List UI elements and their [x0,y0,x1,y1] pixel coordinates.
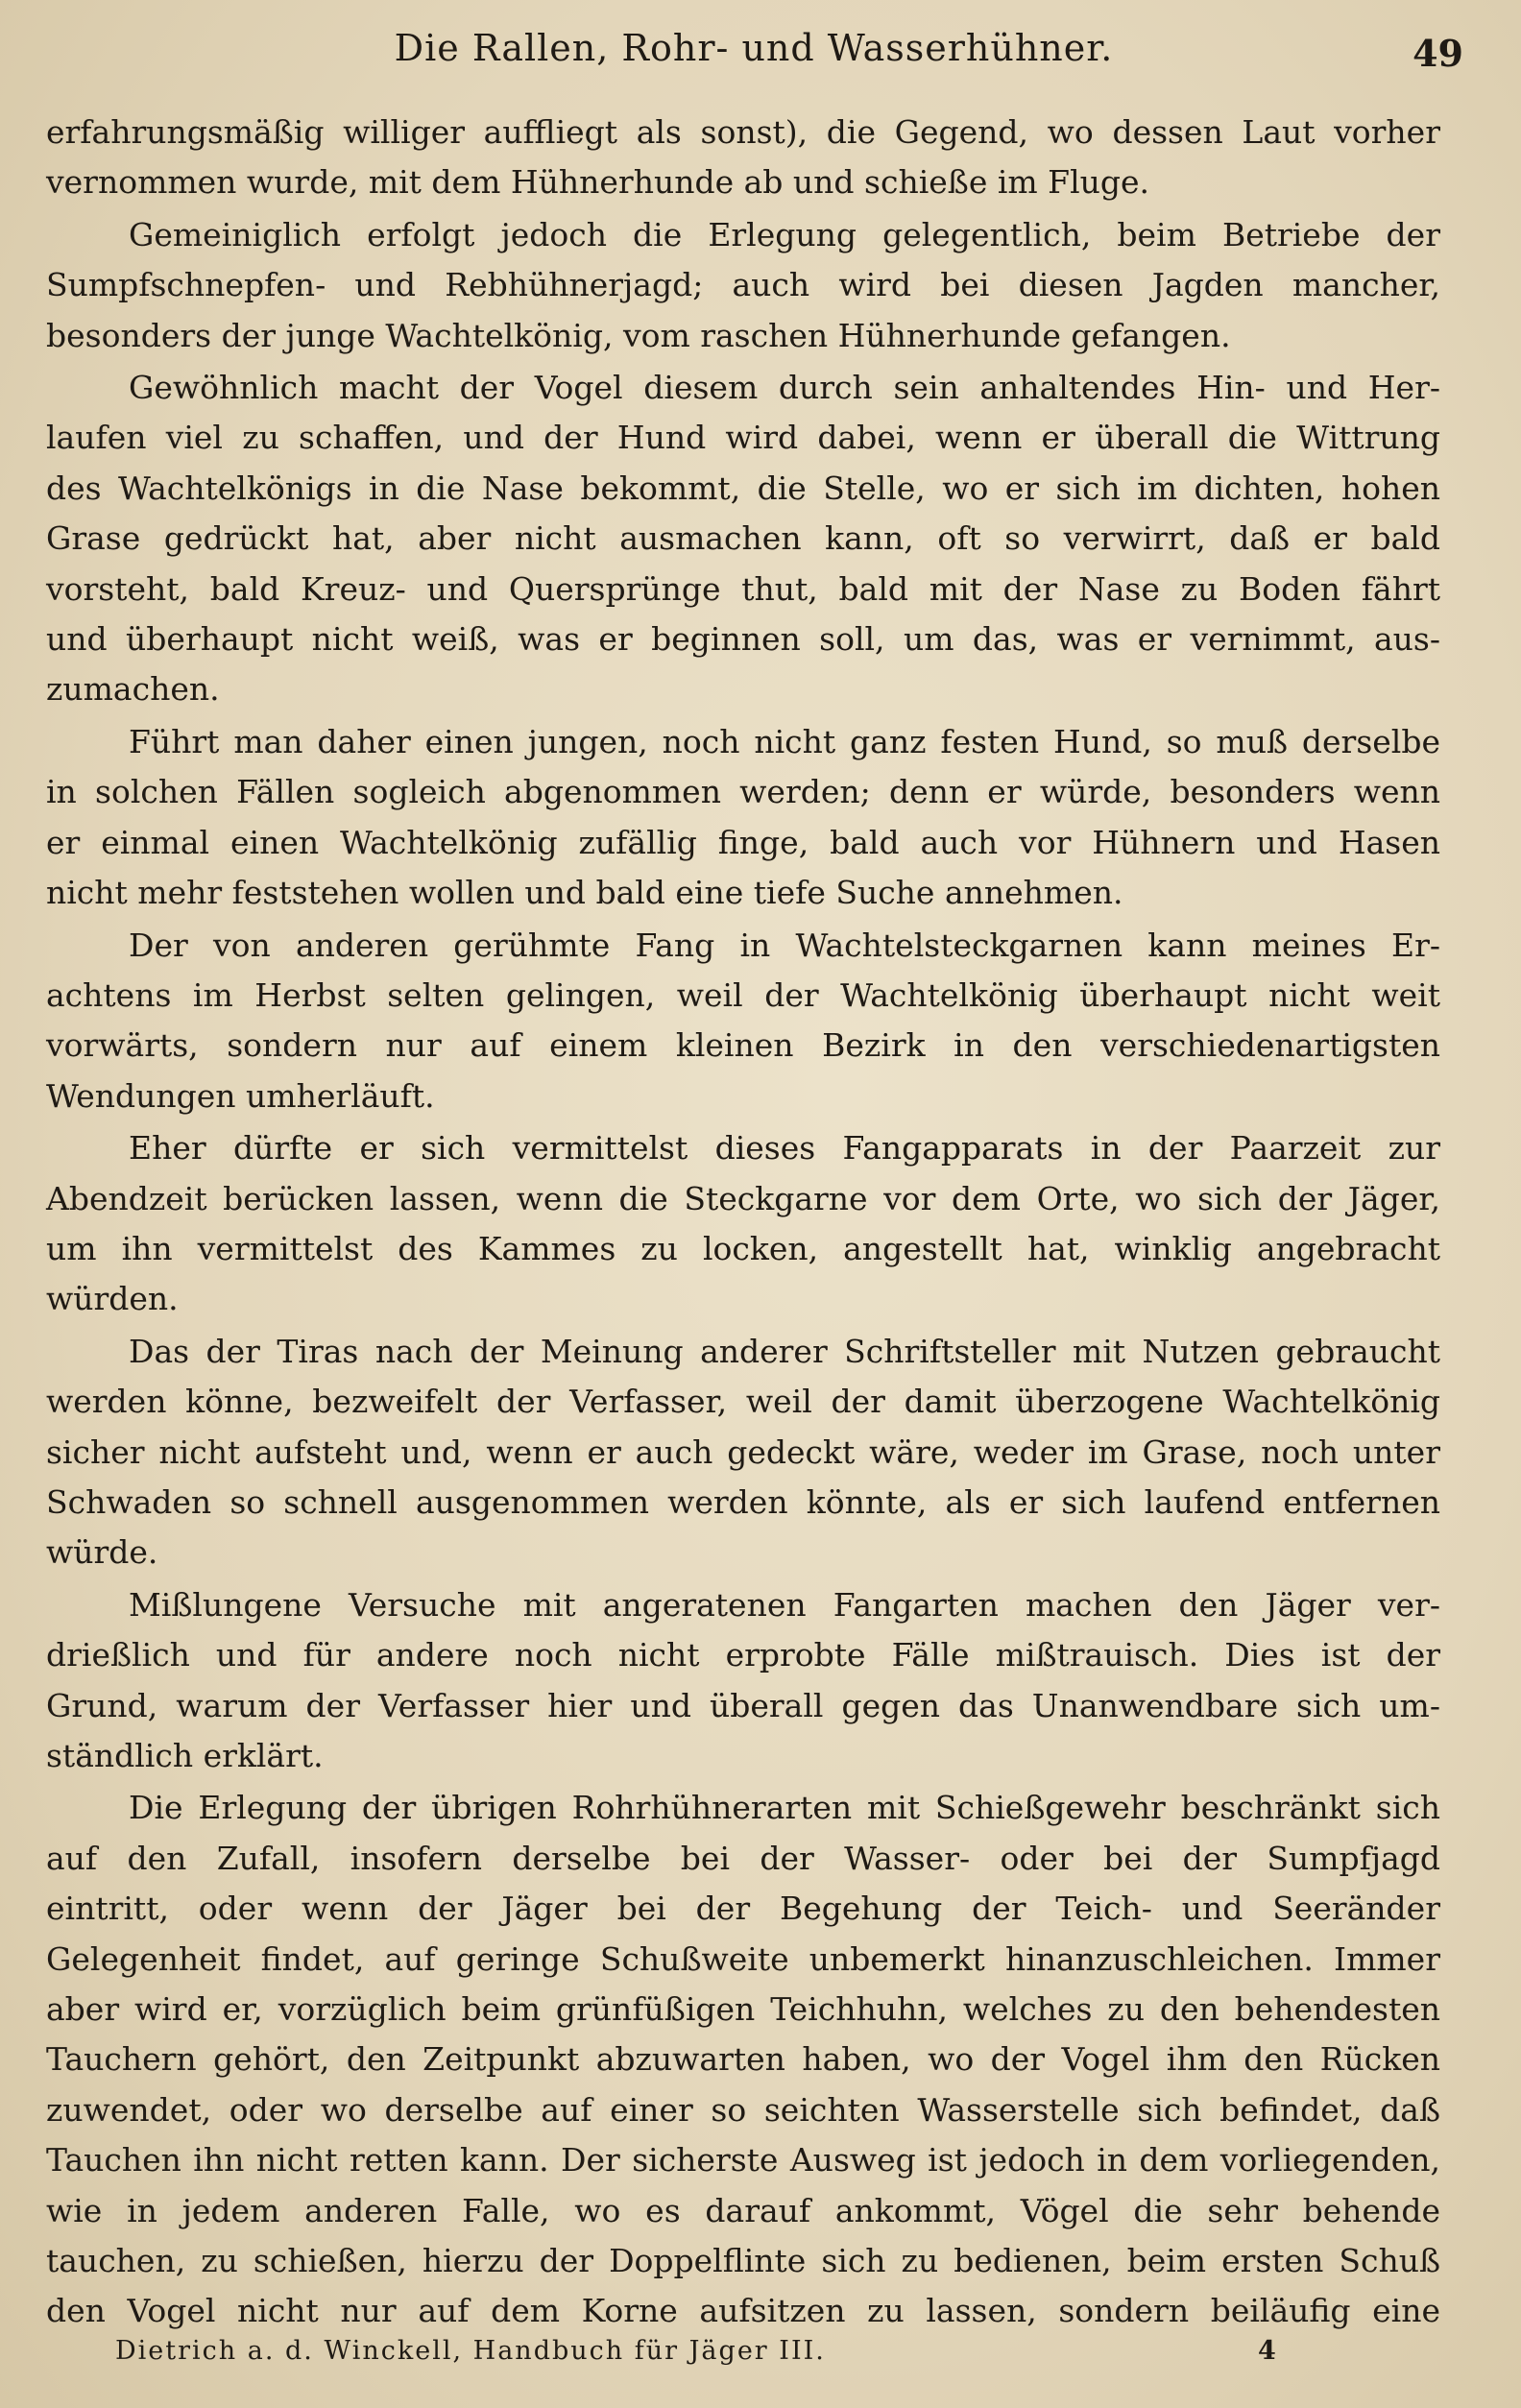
text-line: den Vogel nicht nur auf dem Korne aufsitzen zu lassen, sondern beiläufig eine [46,2292,1440,2330]
text-line: Grund, warum der Verfasser hier und überall gegen das Unanwendbare sich um- [46,1686,1440,1724]
paragraph [46,1123,1440,1325]
text-line: Mißlungene Versuche mit angeratenen Fangarten machen den Jäger ver- [129,1585,1440,1624]
text-line: Der von anderen gerühmte Fang in Wachtelsteckgarnen kann meines Er- [129,926,1440,964]
text-line: vorwärts, sondern nur auf einem kleinen Bezirk in den verschiedenartigsten [46,1026,1440,1065]
text-line: um ihn vermittelst des Kammes zu locken, angestellt hat, winklig angebracht [46,1229,1440,1267]
text-line: Schwaden so schnell ausgenommen werden könnte, als er sich laufend entfernen [46,1482,1440,1521]
paragraph [46,1580,1440,1782]
text-line: drießlich und für andere noch nicht erprobte Fälle mißtrauisch. Dies ist der [46,1636,1440,1674]
paragraph [46,210,1440,361]
text-line: sicher nicht aufsteht und, wenn er auch gedeckt wäre, weder im Grase, noch unter [46,1433,1440,1471]
text-line: vernommen wurde, mit dem Hühnerhunde ab und schieße im Fluge. [46,163,1150,202]
text-line: besonders der junge Wachtelkönig, vom raschen Hühnerhunde gefangen. [46,316,1231,354]
text-line: nicht mehr feststehen wollen und bald eine tiefe Suche annehmen. [46,874,1123,912]
body-text [46,108,1440,2339]
text-line: tauchen, zu schießen, hierzu der Doppelflinte sich zu bedienen, beim ersten Schuß [46,2242,1440,2280]
text-line: aber wird er, vorzüglich beim grünfüßigen Teichhuhn, welches zu den behendesten [46,1990,1440,2029]
text-line: Die Erlegung der übrigen Rohrhühnerarten mit Schießgewehr beschränkt sich [129,1789,1440,1827]
paragraph [46,1327,1440,1578]
signature-mark: 4 [1258,2336,1276,2366]
page-footer [115,2327,1287,2375]
text-line: Eher dürfte er sich vermittelst dieses Fangapparats in der Paarzeit zur [129,1129,1440,1168]
text-line: zumachen. [46,670,220,709]
text-line: Das der Tiras nach der Meinung anderer Schriftsteller mit Nutzen gebraucht [129,1332,1440,1370]
text-line: Grase gedrückt hat, aber nicht ausmachen kann, oft so verwirrt, daß er bald [46,519,1440,558]
text-line: werden könne, bezweifelt der Verfasser, weil der damit überzogene Wachtelkönig [46,1383,1440,1421]
imprint-line: Dietrich a. d. Winckell, Handbuch für Jäger III. [115,2336,826,2366]
text-line: eintritt, oder wenn der Jäger bei der Begehung der Teich- und Seeränder [46,1890,1440,1928]
text-line: Gewöhnlich macht der Vogel diesem durch sein anhaltendes Hin- und Her- [129,369,1440,407]
text-line: und überhaupt nicht weiß, was er beginnen soll, um das, was er vernimmt, aus- [46,620,1440,659]
page-number: 49 [1412,32,1463,75]
text-line: vorsteht, bald Kreuz- und Quersprünge thut, bald mit der Nase zu Boden fährt [46,569,1440,608]
paragraph [46,1783,1440,2336]
text-line: Führt man daher einen jungen, noch nicht ganz festen Hund, so muß derselbe [129,722,1440,760]
paragraph [46,108,1440,208]
running-head [58,19,1463,77]
text-line: zuwendet, oder wo derselbe auf einer so seichten Wasserstelle sich befindet, daß [46,2090,1440,2129]
paragraph [46,717,1440,919]
text-line: Sumpfschnepfen- und Rebhühnerjagd; auch wird bei diesen Jagden mancher, [46,266,1440,304]
text-line: würde. [46,1533,158,1572]
paragraph [46,363,1440,715]
text-line: achtens im Herbst selten gelingen, weil der Wachtelkönig überhaupt nicht weit [46,975,1440,1014]
text-line: Wendungen umherläuft. [46,1076,435,1115]
text-line: würden. [46,1280,179,1318]
text-line: ständlich erklärt. [46,1737,324,1774]
text-line: wie in jedem anderen Falle, wo es darauf ankommt, Vögel die sehr behende [46,2191,1440,2229]
text-line: in solchen Fällen sogleich abgenommen werden; denn er würde, besonders wenn [46,773,1440,811]
text-line: Gelegenheit findet, auf geringe Schußweite unbemerkt hinanzuschleichen. Immer [46,1939,1440,1978]
text-line: des Wachtelkönigs in die Nase bekommt, die Stelle, wo er sich im dichten, hohen [46,469,1440,507]
paragraph [46,921,1440,1122]
running-title: Die Rallen, Rohr- und Wasserhühner. [394,27,1114,69]
text-line: Abendzeit berücken lassen, wenn die Steckgarne vor dem Orte, wo sich der Jäger, [46,1179,1440,1217]
text-line: Gemeiniglich erfolgt jedoch die Erlegung gelegentlich, beim Betriebe der [129,215,1440,253]
text-line: er einmal einen Wachtelkönig zufällig finge, bald auch vor Hühnern und Hasen [46,823,1440,861]
text-line: erfahrungsmäßig williger auffliegt als sonst), die Gegend, wo dessen Laut vorher [46,113,1440,151]
text-line: laufen viel zu schaffen, und der Hund wird dabei, wenn er überall die Wittrung [46,419,1440,457]
text-line: Tauchen ihn nicht retten kann. Der sicherste Ausweg ist jedoch in dem vorliegenden, [46,2141,1440,2179]
text-line: Tauchern gehört, den Zeitpunkt abzuwarten haben, wo der Vogel ihm den Rücken [46,2040,1440,2079]
text-line: auf den Zufall, insofern derselbe bei der Wasser- oder bei der Sumpfjagd [46,1839,1440,1877]
